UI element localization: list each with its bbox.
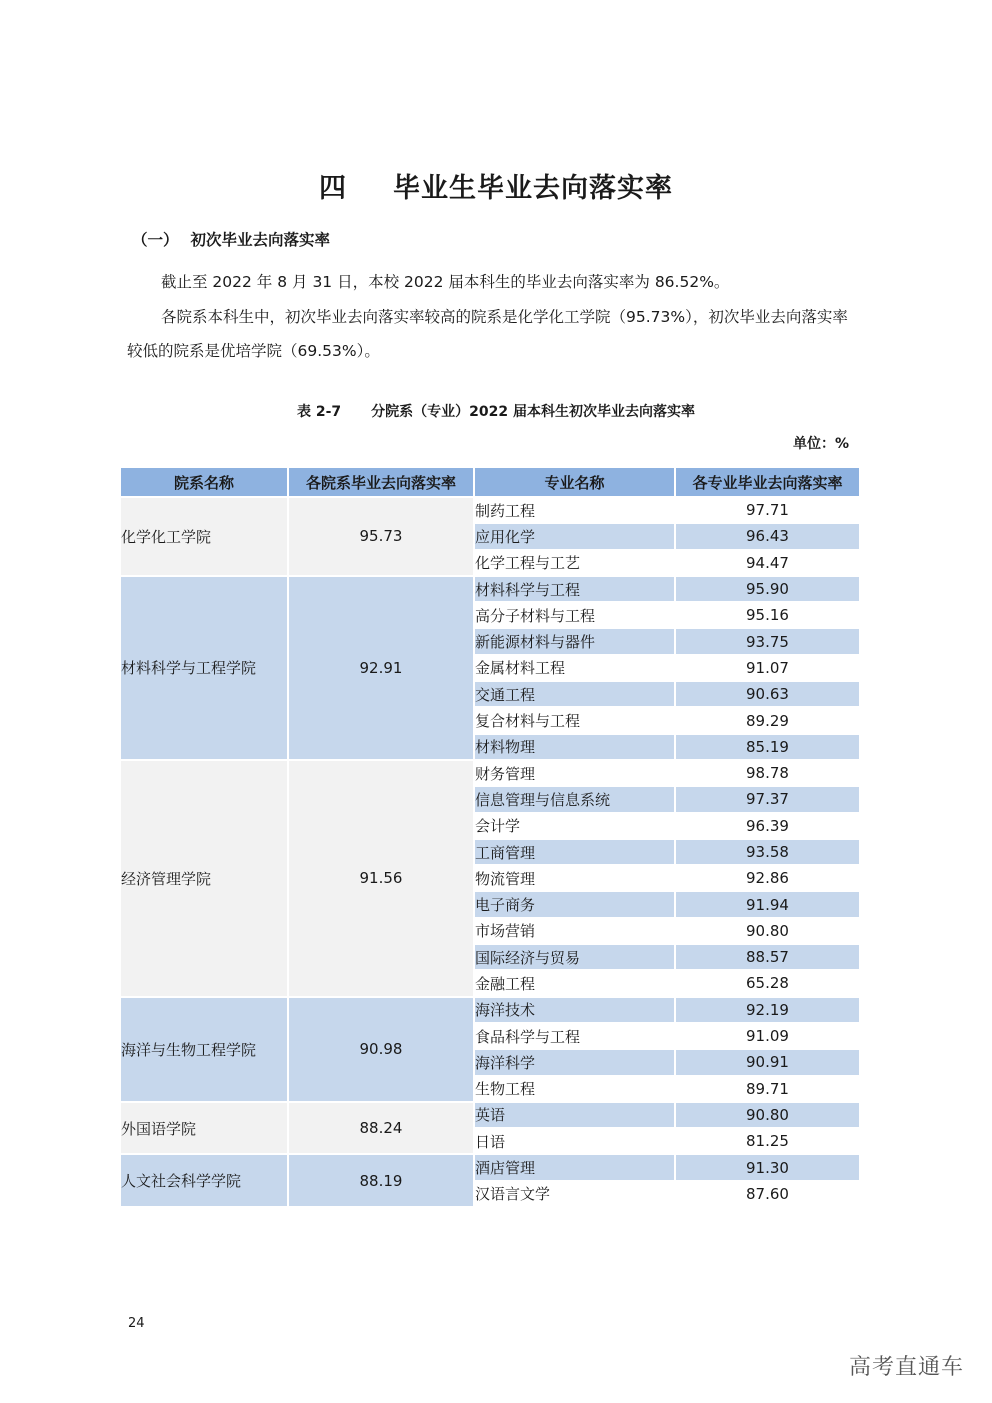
- table-caption-title: 分院系（专业）2022 届本科生初次毕业去向落实率: [371, 404, 695, 420]
- major-rate-cell: 65.28: [675, 970, 860, 996]
- college-name-cell: 经济管理学院: [120, 760, 288, 997]
- major-name-cell: 生物工程: [474, 1076, 675, 1102]
- major-rate-cell: 92.19: [675, 997, 860, 1023]
- major-rate-cell: 97.71: [675, 497, 860, 523]
- college-name-cell: 化学化工学院: [120, 497, 288, 576]
- major-name-cell: 国际经济与贸易: [474, 944, 675, 970]
- major-rate-cell: 88.57: [675, 944, 860, 970]
- college-rate-cell: 88.24: [288, 1102, 474, 1155]
- table-unit: 单位：%: [792, 436, 849, 452]
- chapter-heading: 毕业生毕业去向落实率: [393, 173, 673, 204]
- major-name-cell: 会计学: [474, 813, 675, 839]
- section-heading: 初次毕业去向落实率: [190, 231, 331, 249]
- college-rate-cell: 95.73: [288, 497, 474, 576]
- chapter-title: [0, 166, 992, 205]
- major-name-cell: 日语: [474, 1128, 675, 1154]
- table-row: [120, 760, 860, 786]
- major-rate-cell: 91.30: [675, 1154, 860, 1180]
- table-row: [120, 576, 860, 602]
- paragraph-colleges: 各院系本科生中，初次毕业去向落实率较高的院系是化学化工学院（95.73%），初次毕业去向落实率较低的院系是优培学院（69.53%）。: [127, 308, 848, 360]
- major-rate-cell: 94.47: [675, 550, 860, 576]
- major-name-cell: 化学工程与工艺: [474, 550, 675, 576]
- header-college-name: 院系名称: [120, 467, 288, 497]
- section-title: [132, 228, 330, 250]
- major-name-cell: 财务管理: [474, 760, 675, 786]
- major-name-cell: 复合材料与工程: [474, 707, 675, 733]
- major-rate-cell: 90.80: [675, 1102, 860, 1128]
- major-name-cell: 工商管理: [474, 839, 675, 865]
- watermark: 高考直通车: [848, 1355, 964, 1380]
- table-caption-number: 表 2-7: [296, 404, 342, 420]
- major-name-cell: 海洋技术: [474, 997, 675, 1023]
- header-college-rate: 各院系毕业去向落实率: [288, 467, 474, 497]
- placement-rate-table: [119, 466, 861, 1208]
- major-rate-cell: 90.63: [675, 681, 860, 707]
- major-rate-cell: 87.60: [675, 1181, 860, 1207]
- table-row: [120, 997, 860, 1023]
- college-rate-cell: 88.19: [288, 1154, 474, 1207]
- major-name-cell: 交通工程: [474, 681, 675, 707]
- major-rate-cell: 90.91: [675, 1049, 860, 1075]
- college-rate-cell: 92.91: [288, 576, 474, 760]
- major-rate-cell: 92.86: [675, 865, 860, 891]
- college-rate-cell: 90.98: [288, 997, 474, 1102]
- major-rate-cell: 98.78: [675, 760, 860, 786]
- major-rate-cell: 89.71: [675, 1076, 860, 1102]
- table-row: [120, 1154, 860, 1180]
- major-rate-cell: 91.09: [675, 1023, 860, 1049]
- college-name-cell: 人文社会科学学院: [120, 1154, 288, 1207]
- college-rate-cell: 91.56: [288, 760, 474, 997]
- table-caption: [0, 401, 992, 421]
- major-rate-cell: 85.19: [675, 734, 860, 760]
- major-name-cell: 材料物理: [474, 734, 675, 760]
- table-header-row: [120, 467, 860, 497]
- major-name-cell: 信息管理与信息系统: [474, 786, 675, 812]
- college-name-cell: 外国语学院: [120, 1102, 288, 1155]
- college-name-cell: 海洋与生物工程学院: [120, 997, 288, 1102]
- major-name-cell: 食品科学与工程: [474, 1023, 675, 1049]
- major-name-cell: 市场营销: [474, 918, 675, 944]
- major-name-cell: 金属材料工程: [474, 655, 675, 681]
- major-name-cell: 英语: [474, 1102, 675, 1128]
- chapter-number: 四: [319, 173, 347, 204]
- major-name-cell: 电子商务: [474, 891, 675, 917]
- major-rate-cell: 91.94: [675, 891, 860, 917]
- major-name-cell: 物流管理: [474, 865, 675, 891]
- major-name-cell: 酒店管理: [474, 1154, 675, 1180]
- header-major-rate: 各专业毕业去向落实率: [675, 467, 860, 497]
- major-rate-cell: 93.58: [675, 839, 860, 865]
- header-major-name: 专业名称: [474, 467, 675, 497]
- major-name-cell: 金融工程: [474, 970, 675, 996]
- major-rate-cell: 96.43: [675, 523, 860, 549]
- college-name-cell: 材料科学与工程学院: [120, 576, 288, 760]
- table-row: [120, 497, 860, 523]
- major-name-cell: 应用化学: [474, 523, 675, 549]
- page-number: 24: [128, 1316, 145, 1331]
- section-number: （一）: [132, 231, 179, 249]
- major-name-cell: 高分子材料与工程: [474, 602, 675, 628]
- table-row: [120, 1102, 860, 1128]
- major-rate-cell: 96.39: [675, 813, 860, 839]
- major-name-cell: 材料科学与工程: [474, 576, 675, 602]
- major-name-cell: 制药工程: [474, 497, 675, 523]
- table-body: [120, 497, 860, 1207]
- major-rate-cell: 81.25: [675, 1128, 860, 1154]
- major-name-cell: 汉语言文学: [474, 1181, 675, 1207]
- major-rate-cell: 89.29: [675, 707, 860, 733]
- major-name-cell: 新能源材料与器件: [474, 628, 675, 654]
- major-rate-cell: 97.37: [675, 786, 860, 812]
- major-rate-cell: 95.90: [675, 576, 860, 602]
- major-rate-cell: 93.75: [675, 628, 860, 654]
- major-rate-cell: 91.07: [675, 655, 860, 681]
- paragraph-summary: 截止至 2022 年 8 月 31 日，本校 2022 届本科生的毕业去向落实率为 86.52%。: [161, 273, 730, 291]
- major-name-cell: 海洋科学: [474, 1049, 675, 1075]
- major-rate-cell: 95.16: [675, 602, 860, 628]
- major-rate-cell: 90.80: [675, 918, 860, 944]
